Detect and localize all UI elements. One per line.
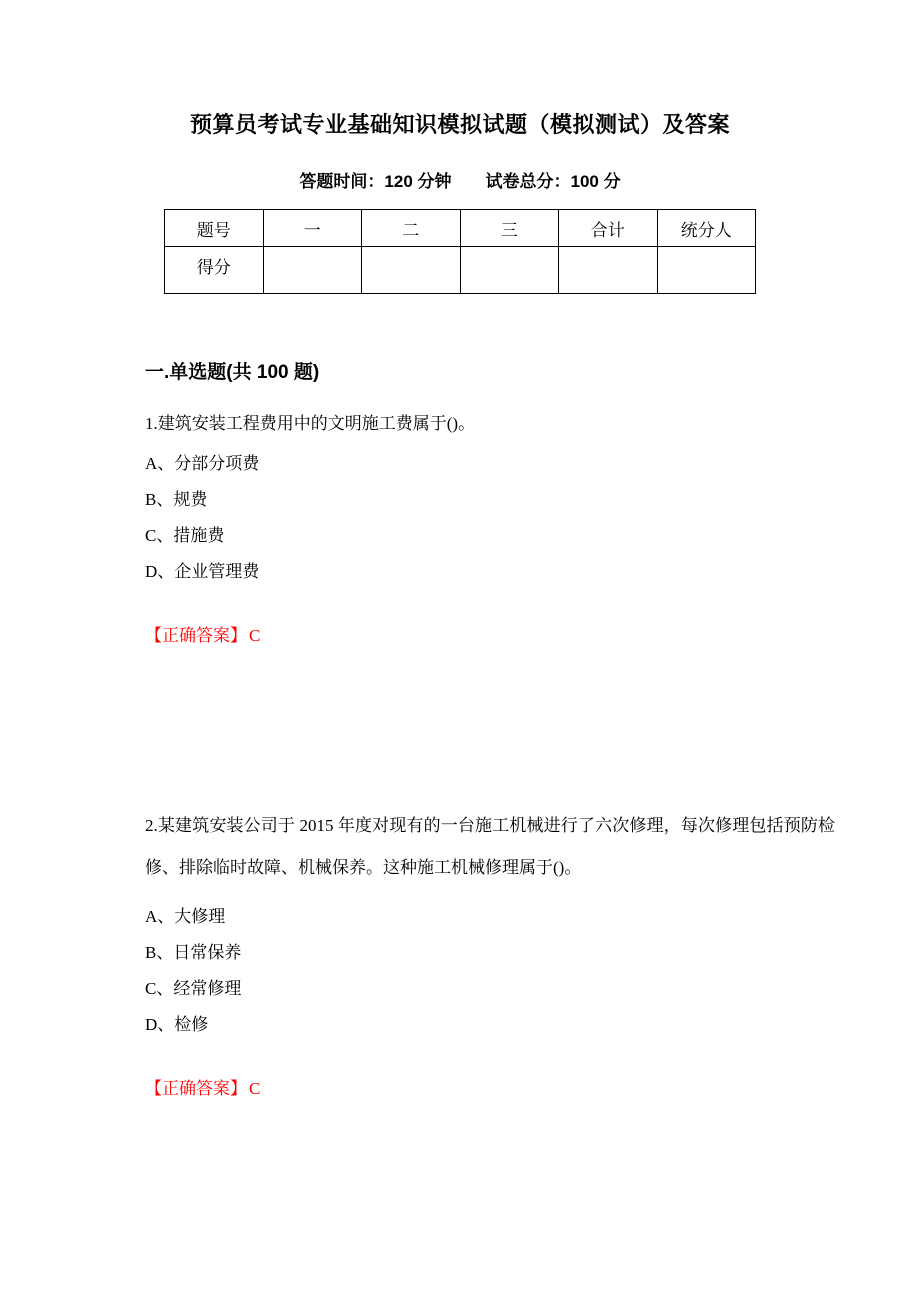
score-table-header-cell: 题号 [165,210,264,247]
score-table [164,209,756,294]
score-cell [460,247,559,294]
total-score-label: 试卷总分：100 分 [485,172,621,191]
exam-meta [0,172,920,192]
page-title: 预算员考试专业基础知识模拟试题（模拟测试）及答案 [189,112,730,137]
question-1-option-c: C、措施费 [145,526,225,545]
section-heading: 一.单选题(共 100 题) [145,362,320,383]
answer-value: C [249,626,261,645]
question-2-answer [145,1079,835,1098]
score-table-header-row [165,210,756,247]
score-table-header-cell: 合计 [559,210,658,247]
score-cell [657,247,756,294]
question-2-option-d: D、检修 [145,1015,209,1034]
score-cell [559,247,658,294]
score-table-score-row [165,247,756,294]
score-table-header-cell: 统分人 [657,210,756,247]
score-table-header-cell: 三 [460,210,559,247]
answer-value: C [249,1079,261,1098]
question-2-option-c: C、经常修理 [145,979,242,998]
question-1-text: 1.建筑安装工程费用中的文明施工费属于()。 [145,414,476,433]
question-1-option-d: D、企业管理费 [145,562,260,581]
question-1-option-b: B、规费 [145,490,208,509]
score-table-header-cell: 一 [263,210,362,247]
score-cell [263,247,362,294]
time-limit-label: 答题时间：120 分钟 [299,172,452,191]
question-1-answer [145,626,835,645]
score-table-header-cell: 二 [362,210,461,247]
question-2-text: 2.某建筑安装公司于 2015 年度对现有的一台施工机械进行了六次修理，每次修理包括预防检修、排除临时故障、机械保养。这种施工机械修理属于()。 [145,816,835,877]
question-2 [145,805,835,1098]
score-row-label: 得分 [165,247,264,294]
question-1 [145,412,835,645]
question-2-option-b: B、日常保养 [145,943,242,962]
question-2-option-a: A、大修理 [145,907,226,926]
score-cell [362,247,461,294]
answer-label: 【正确答案】 [145,1079,247,1098]
question-1-option-a: A、分部分项费 [145,454,260,473]
answer-label: 【正确答案】 [145,626,247,645]
